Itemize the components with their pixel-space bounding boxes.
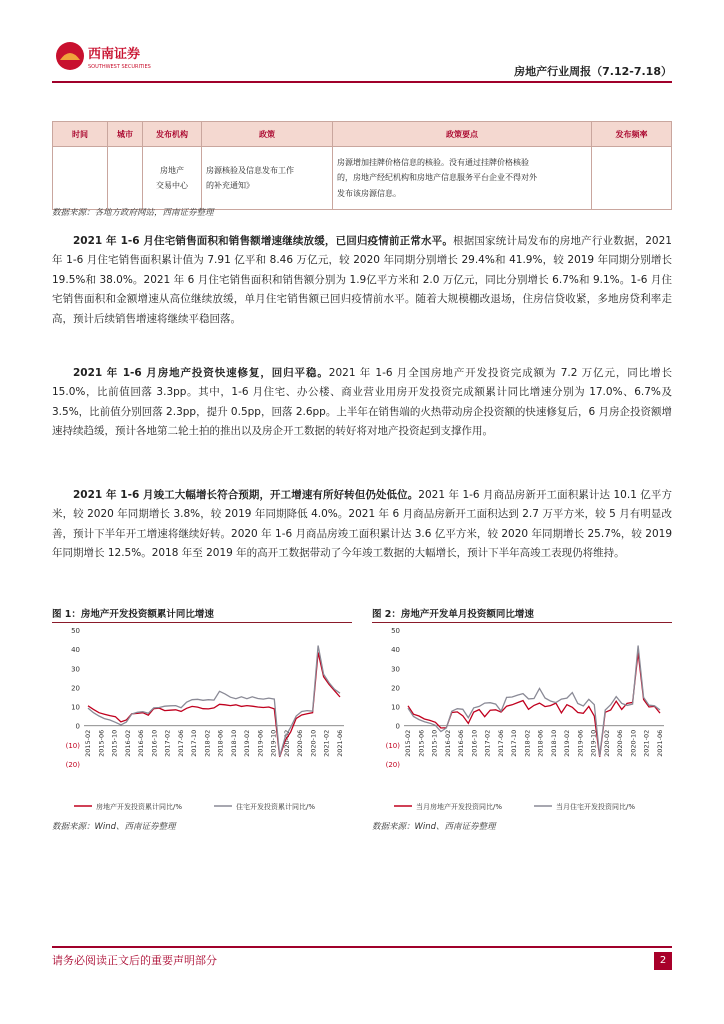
y-tick-label: 0 <box>395 722 400 731</box>
x-tick-label: 2020-02 <box>282 729 291 757</box>
x-tick-label: 2021-06 <box>336 729 344 757</box>
x-tick-label: 2020-02 <box>602 729 611 757</box>
cell-points <box>333 147 592 210</box>
x-tick-label: 2016-06 <box>457 729 466 757</box>
x-tick-label: 2019-06 <box>256 729 265 757</box>
paragraph-body: 根据国家统计局发布的房地产行业数据，2021 年 1-6 月住宅销售面积累计值为 7.91 亿平和 8.46 万亿元，较 2020 年同期分别增长 29.4%和 41.9%，较 2019 年同期分别增长 19.5%和 38.0%。2021 年 6 月住宅销售面积和销售额分别为 1.9亿平方米和 2.0 万亿元，同比分别增长 6.7%和 9.1%。1-6 月住宅销售面积和金额增速从高位继续放缓，单月住宅销售额已回归疫情前水平。随着大规模棚改退场，住房信贷收紧，多地房贷利率走高，预计后续销售增速将继续平稳回落。 <box>52 235 672 325</box>
legend-label: 房地产开发投资累计同比/% <box>96 803 183 811</box>
figure-caption: 房地产开发单月投资额同比增速 <box>400 609 534 620</box>
x-tick-label: 2016-06 <box>137 729 146 757</box>
report-title: 房地产行业周报（7.12-7.18） <box>514 65 672 78</box>
x-tick-label: 2018-06 <box>536 729 545 757</box>
figure-2-rule <box>372 622 672 623</box>
x-tick-label: 2019-10 <box>589 729 598 757</box>
figure-2-title <box>372 606 534 620</box>
x-tick-label: 2019-02 <box>563 729 572 757</box>
figure-1-rule <box>52 622 352 623</box>
y-tick-label: 30 <box>71 665 80 674</box>
x-tick-label: 2021-06 <box>656 729 664 757</box>
cell-agency <box>143 147 202 210</box>
chart-2 <box>372 624 672 816</box>
x-tick-label: 2017-06 <box>176 729 185 757</box>
cell-city <box>108 147 143 210</box>
y-tick-label: 40 <box>391 646 400 655</box>
paragraph-sales <box>52 232 672 329</box>
figure-1-title <box>52 606 214 620</box>
x-tick-label: 2016-10 <box>470 729 479 757</box>
company-logo <box>54 40 164 74</box>
paragraph-completion <box>52 486 672 564</box>
points-line: 发布该房源信息。 <box>337 188 401 198</box>
col-city: 城市 <box>108 122 143 147</box>
paragraph-lead: 2021 年 1-6 月房地产投资快速修复，回归平稳。 <box>73 367 329 379</box>
x-tick-label: 2018-06 <box>216 729 225 757</box>
policy-table <box>52 121 672 210</box>
x-tick-label: 2021-02 <box>322 729 331 757</box>
y-tick-label: 30 <box>391 665 400 674</box>
table-header-row <box>53 122 672 147</box>
paragraph-lead: 2021 年 1-6 月住宅销售面积和销售额增速继续放缓，已回归疫情前正常水平。 <box>73 235 454 247</box>
x-tick-label: 2016-02 <box>443 729 452 757</box>
y-tick-label: (10) <box>65 741 80 750</box>
y-tick-label: (20) <box>65 761 80 769</box>
legend-label: 当月房地产开发投资同比/% <box>416 803 503 811</box>
paragraph-body: 2021 年 1-6 月商品房新开工面积累计达 10.1 亿平方米，较 2020 年同期增长 3.8%，较 2019 年同期降低 4.0%。2021 年 6 月商品房新开工面积达到 2.7 万平方米，较 5 月有明显改善，预计下半年开工增速将继续好转。2020 年 1-6 月商品房竣工面积累计达 3.6 亿平方米，较 2020 年同期增长 25.7%，较 2019 年同期增长 12.5%。2018 年至 2019 年的高开工数据带动了今年竣工数据的大幅增长，预计下半年高竣工表现仍将维持。 <box>52 489 672 560</box>
x-tick-label: 2018-02 <box>203 729 212 757</box>
y-tick-label: 0 <box>75 722 80 731</box>
x-tick-label: 2017-02 <box>163 729 172 757</box>
agency-line: 交易中心 <box>156 181 188 190</box>
x-tick-label: 2017-10 <box>190 729 199 757</box>
points-line: 房源增加挂牌价格信息的核验。没有通过挂牌价格核验 <box>337 158 529 168</box>
col-agency: 发布机构 <box>143 122 202 147</box>
y-tick-label: 50 <box>71 627 80 635</box>
x-tick-label: 2015-06 <box>417 729 426 757</box>
paragraph-investment <box>52 364 672 442</box>
table-source: 数据来源：各地方政府网站，西南证券整理 <box>52 208 214 218</box>
legend-label: 住宅开发投资累计同比/% <box>236 803 316 811</box>
legend-label: 当月住宅开发投资同比/% <box>556 803 636 811</box>
y-tick-label: 40 <box>71 646 80 655</box>
y-tick-label: 20 <box>391 684 400 693</box>
y-tick-label: 50 <box>391 627 400 635</box>
x-tick-label: 2016-02 <box>123 729 132 757</box>
x-tick-label: 2020-10 <box>309 729 318 757</box>
x-tick-label: 2017-06 <box>496 729 505 757</box>
page-number: 2 <box>654 952 672 970</box>
x-tick-label: 2015-06 <box>97 729 106 757</box>
figure-label: 图 1： <box>52 609 81 620</box>
points-line: 的，房地产经纪机构和房地产信息服务平台企业不得对外 <box>337 173 537 183</box>
paragraph-lead: 2021 年 1-6 月竣工大幅增长符合预期，开工增速有所好转但仍处低位。 <box>73 489 419 501</box>
figure-1-source: 数据来源：Wind、西南证券整理 <box>52 822 176 832</box>
col-frequency: 发布频率 <box>592 122 672 147</box>
x-tick-label: 2017-10 <box>510 729 519 757</box>
figure-caption: 房地产开发投资额累计同比增速 <box>80 609 214 620</box>
x-tick-label: 2015-02 <box>404 729 412 757</box>
header-divider <box>52 81 672 83</box>
x-tick-label: 2020-10 <box>629 729 638 757</box>
col-points: 政策要点 <box>333 122 592 147</box>
col-policy: 政策 <box>202 122 333 147</box>
x-tick-label: 2015-10 <box>110 729 119 757</box>
footer-divider <box>52 946 672 948</box>
x-tick-label: 2018-10 <box>229 729 238 757</box>
x-tick-label: 2019-02 <box>243 729 252 757</box>
chart-1 <box>52 624 352 816</box>
x-tick-label: 2018-10 <box>549 729 558 757</box>
x-tick-label: 2017-02 <box>483 729 492 757</box>
cell-frequency <box>592 147 672 210</box>
y-tick-label: 10 <box>71 703 80 712</box>
disclaimer-link[interactable]: 请务必阅读正文后的重要声明部分 <box>52 954 217 967</box>
logo-name: 西南证券 <box>88 47 141 62</box>
figure-label: 图 2： <box>372 609 401 620</box>
x-tick-label: 2018-02 <box>523 729 532 757</box>
x-tick-label: 2020-06 <box>296 729 305 757</box>
y-tick-label: (10) <box>385 741 400 750</box>
figure-2-source: 数据来源：Wind、西南证券整理 <box>372 822 496 832</box>
table-row <box>53 147 672 210</box>
col-time: 时间 <box>53 122 108 147</box>
x-tick-label: 2016-10 <box>150 729 159 757</box>
x-tick-label: 2020-06 <box>616 729 625 757</box>
cell-time <box>53 147 108 210</box>
x-tick-label: 2015-02 <box>84 729 92 757</box>
cell-policy <box>202 147 333 210</box>
paragraph-body: 2021 年 1-6 月全国房地产开发投资完成额为 7.2 万亿元，同比增长 15.0%，比前值回落 3.3pp。其中，1-6 月住宅、办公楼、商业营业用房开发投资完成额累计同比增速分别为 17.0%、6.7%及 3.5%，比前值分别回落 2.3pp，提升 0.5pp，回落 2.6pp。上半年在销售端的火热带动房企投资额的快速修复后，6 月房企投资额增速持续趋缓，预计各地第二轮土拍的推出以及房企开工数据的转好将对地产投资起到支撑作用。 <box>52 367 672 438</box>
policy-line: 的补充通知》 <box>206 181 254 190</box>
y-tick-label: 20 <box>71 684 80 693</box>
x-tick-label: 2019-10 <box>269 729 278 757</box>
agency-line: 房地产 <box>160 165 184 175</box>
y-tick-label: 10 <box>391 703 400 712</box>
x-tick-label: 2021-02 <box>642 729 651 757</box>
x-tick-label: 2019-06 <box>576 729 585 757</box>
policy-line: 房源核验及信息发布工作 <box>206 165 294 175</box>
y-tick-label: (20) <box>385 761 400 769</box>
logo-subtitle: SOUTHWEST SECURITIES <box>88 64 151 70</box>
x-tick-label: 2015-10 <box>430 729 439 757</box>
